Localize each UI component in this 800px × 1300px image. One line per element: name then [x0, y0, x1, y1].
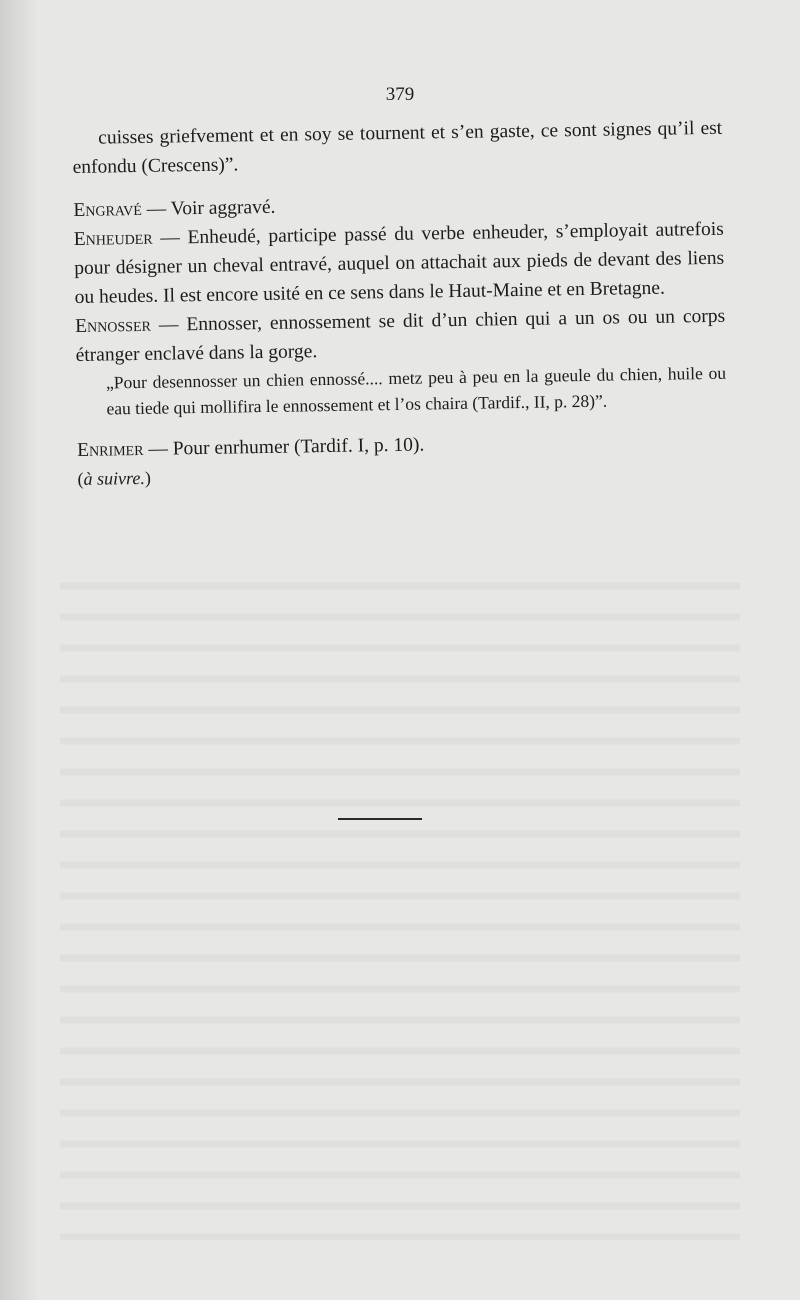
show-through-text [60, 560, 740, 1240]
page-number: 379 [385, 84, 415, 105]
entry-body: Ennosser, ennossement se dit d’un chien qui a un os ou un corps étranger enclavé dans la gorge. [75, 305, 726, 366]
text-block [72, 114, 728, 494]
entry-ennosser [75, 302, 726, 370]
entry-body: Pour enrhumer (Tardif. I, p. 10). [172, 434, 425, 460]
quotation: „Pour desennosser un chien ennossé.... metz peu à peu en la gueule du chien, huile ou eau tiede qui mollifira le ennossement et l’os chaira (Tardif., II, p. 28)”. [105, 362, 727, 419]
continuation-paragraph: cuisses griefvement et en soy se tournent et s’en gaste, ce sont signes qu’il est enfondu (Crescens)”. [72, 117, 723, 178]
headword: Ennosser [75, 314, 152, 337]
section-rule [338, 818, 422, 820]
headword: Enrimer [76, 438, 144, 461]
entry-dash: — [141, 198, 171, 220]
entry-dash: — [150, 314, 187, 336]
entry-enheuder [74, 215, 725, 312]
entry-body: Enheudé, participe passé du verbe enheuder, s’employait autrefois pour désigner un cheval entravé, auquel on attachait aux pieds de devant des liens ou heudes. Il est encore usité en ce sens dans le Haut-Maine et en Bretagne. [74, 218, 725, 308]
entry-dash: — [143, 438, 173, 460]
entry-body: Voir aggravé. [170, 196, 276, 220]
entry-dash: — [152, 227, 188, 249]
headword: Enheuder [73, 227, 153, 250]
headword: Engravé [73, 198, 142, 221]
binding-shadow [0, 0, 40, 1300]
to-be-continued: (à suivre.) [77, 467, 152, 489]
